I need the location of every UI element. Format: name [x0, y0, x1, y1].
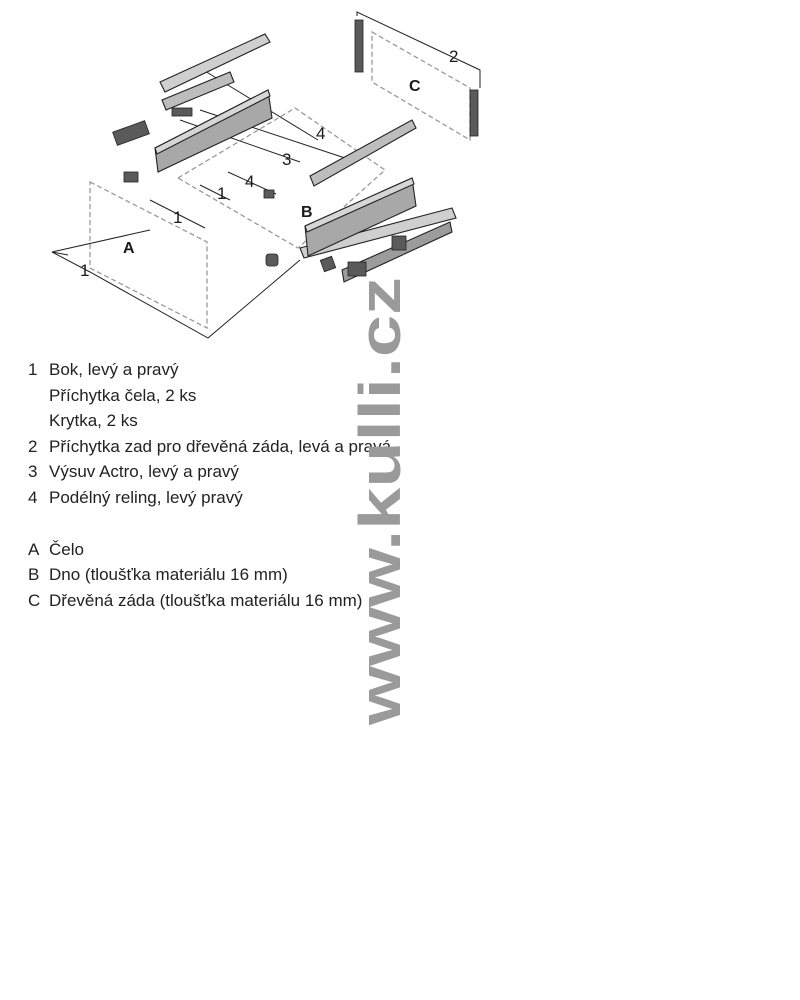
callout-4b: 4 [245, 172, 255, 191]
label-c: C [409, 78, 421, 95]
legend-panel: B Dno (tloušťka materiálu 16 mm) [28, 565, 288, 585]
callout-3: 3 [282, 150, 292, 169]
legend-item: 4 Podélný reling, levý pravý [28, 487, 243, 507]
legend-item: 1 Bok, levý a pravý [28, 360, 179, 379]
watermark-text: www.kulli.cz [348, 382, 413, 725]
callout-1c: 1 [217, 184, 227, 203]
panel-a-front [90, 182, 207, 328]
callout-4a: 4 [316, 124, 326, 143]
legend-item: 3 Výsuv Actro, levý a pravý [28, 462, 239, 482]
label-b: B [301, 204, 313, 221]
legend-item-cont: Krytka, 2 ks [49, 411, 138, 431]
callout-1b: 1 [173, 208, 183, 227]
callout-1a: 1 [80, 261, 90, 280]
legend-panel: A Čelo [28, 539, 84, 559]
legend-panel: C Dřevěná záda (tloušťka materiálu 16 mm) [28, 590, 363, 610]
callout-2: 2 [449, 47, 459, 66]
legend-item-cont: Příchytka čela, 2 ks [49, 385, 197, 405]
label-a: A [123, 240, 135, 257]
legend-item: 2 Příchytka zad pro dřevěná záda, levá a pravá [28, 436, 392, 456]
watermark [340, 270, 420, 730]
